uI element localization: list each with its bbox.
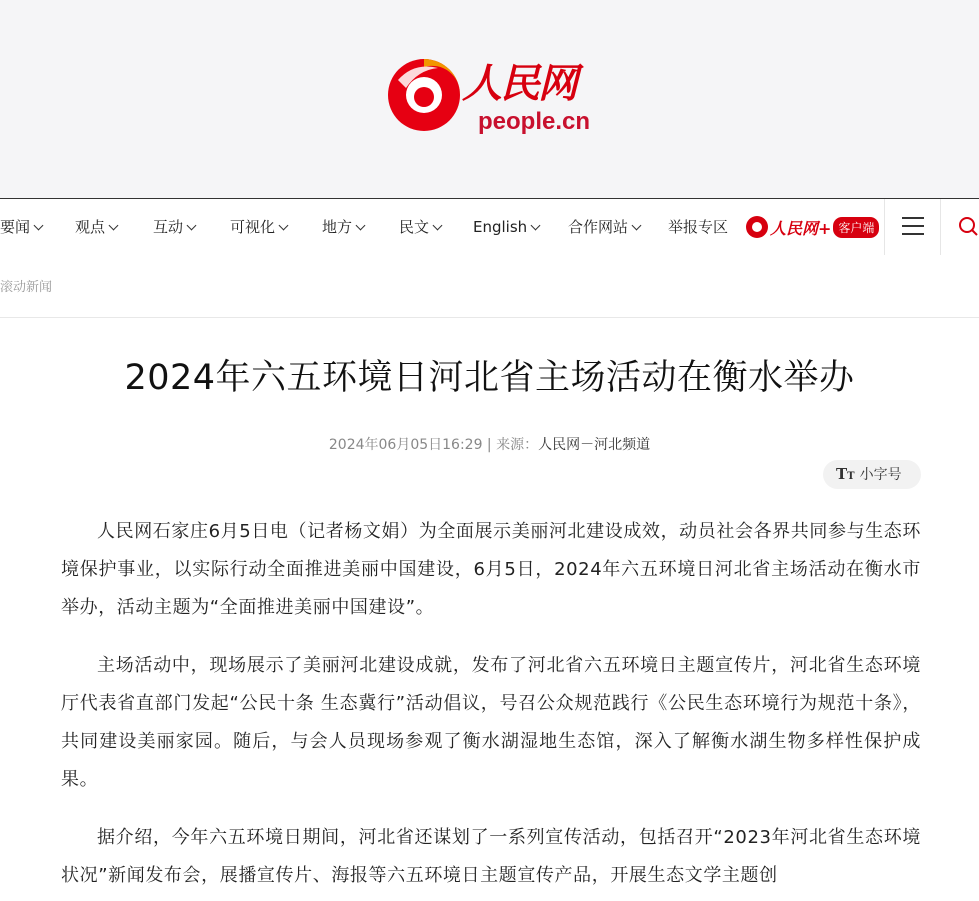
font-toggle-label: 小字号 — [859, 467, 902, 483]
chevron-down-icon — [279, 221, 289, 231]
nav-item-difang[interactable] — [322, 199, 364, 255]
nav-item-hezuo[interactable] — [568, 199, 640, 255]
nav-divider — [940, 199, 941, 255]
nav-item-guandian[interactable] — [75, 199, 117, 255]
nav-item-report[interactable]: 举报专区 — [668, 218, 729, 236]
article-title: 2024年六五环境日河北省主场活动在衡水举办 — [124, 358, 855, 398]
nav-label: English — [473, 218, 528, 236]
nav-item-yaowen[interactable] — [0, 199, 42, 255]
people-plus-logo-icon — [746, 216, 768, 238]
source-label: 来源： — [496, 437, 539, 453]
chevron-down-icon — [433, 221, 443, 231]
chevron-down-icon — [356, 221, 366, 231]
logo-url[interactable]: people.cn — [478, 108, 591, 135]
nav-label: 互动 — [153, 218, 184, 236]
breadcrumb[interactable]: 滚动新闻 — [0, 280, 53, 295]
nav-label: 民文 — [399, 218, 430, 236]
article-meta — [0, 434, 979, 454]
nav-label: 地方 — [322, 218, 353, 236]
nav-item-minwen[interactable] — [399, 199, 441, 255]
meta-separator: | — [482, 437, 497, 453]
chevron-down-icon — [109, 221, 119, 231]
nav-label: 可视化 — [230, 218, 276, 236]
chevron-down-icon — [531, 221, 541, 231]
section-divider — [0, 317, 979, 318]
article-body — [61, 513, 921, 901]
publish-date: 2024年06月05日16:29 — [328, 437, 483, 453]
nav-divider — [884, 199, 885, 255]
article-paragraph: 主场活动中，现场展示了美丽河北建设成就，发布了河北省六五环境日主题宣传片，河北省生态环境厅代表省直部门发起“公民十条 生态冀行”活动倡议，号召公众规范践行《公民生态环境行为规范十条》，共同建设美丽家园。随后，与会人员现场参观了衡水湖湿地生态馆，深入了解衡水湖生物多样性保护成果。 — [61, 655, 921, 790]
nav-item-keshihua[interactable] — [230, 199, 287, 255]
article-paragraph: 据介绍，今年六五环境日期间，河北省还谋划了一系列宣传活动，包括召开“2023年河北省生态环境状况”新闻发布会，展播宣传片、海报等六五环境日主题宣传产品，开展生态文学主题创 — [61, 827, 921, 886]
nav-item-hudong[interactable] — [153, 199, 195, 255]
menu-icon[interactable] — [902, 217, 924, 237]
app-brand: 人民网+ — [770, 218, 832, 238]
font-size-toggle[interactable] — [823, 460, 921, 489]
nav-label: 观点 — [75, 218, 106, 236]
app-badge: 客户端 — [833, 217, 879, 238]
chevron-down-icon — [187, 221, 197, 231]
app-download-link[interactable] — [746, 214, 879, 240]
nav-label: 合作网站 — [568, 218, 629, 236]
site-header — [0, 0, 979, 198]
main-nav — [0, 198, 979, 255]
chevron-down-icon — [34, 221, 44, 231]
search-icon[interactable] — [958, 216, 978, 236]
source-link[interactable]: 人民网－河北频道 — [538, 437, 651, 453]
logo-wordmark[interactable]: 人民网 — [462, 60, 576, 107]
nav-item-english[interactable] — [473, 199, 539, 255]
article-paragraph: 人民网石家庄6月5日电（记者杨文娟）为全面展示美丽河北建设成效，动员社会各界共同参与生态环境保护事业，以实际行动全面推进美丽中国建设，6月5日，2024年六五环境日河北省主场活动在衡水市举办，活动主题为“全面推进美丽中国建设”。 — [61, 521, 921, 618]
nav-label: 要闻 — [0, 218, 31, 236]
chevron-down-icon — [632, 221, 642, 231]
font-size-icon: TT — [836, 465, 855, 483]
